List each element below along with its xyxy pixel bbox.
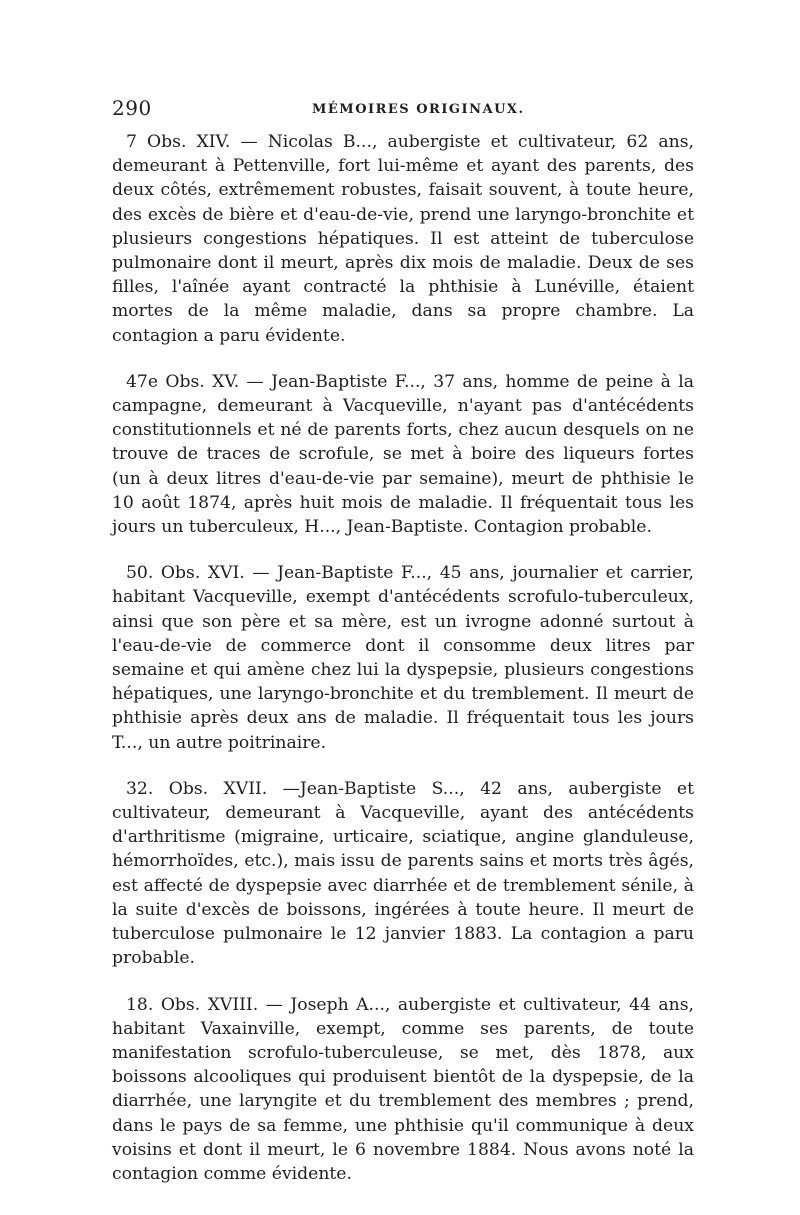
observation-paragraph: 32. Obs. XVII. —Jean-Baptiste S..., 42 ans, aubergiste et cultivateur, demeurant à Vacqueville, ayant des antécédents d'arthritisme (migraine, urticaire, sciatique, angine glanduleuse, hémorrhoïdes, etc.), mais issu de parents sains et morts très âgés, est affecté de dyspepsie avec diarrhée et de tremblement sénile, à la suite d'excès de boissons, ingérées à toute heure. Il meurt de tuberculose pulmonaire le 12 janvier 1883. La contagion a paru probable.: [112, 778, 694, 969]
page-header: [112, 96, 694, 122]
document-page: [112, 96, 694, 1208]
observation-paragraph: 7 Obs. XIV. — Nicolas B..., aubergiste et cultivateur, 62 ans, demeurant à Pettenville, fort lui-même et ayant des parents, des deux côtés, extrêmement robustes, faisait souvent, à toute heure, des excès de bière et d'eau-de-vie, prend une laryngo-bronchite et plusieurs congestions hépatiques. Il est atteint de tuberculose pulmonaire dont il meurt, après dix mois de maladie. Deux de ses filles, l'aînée ayant contracté la phthisie à Lunéville, étaient mortes de la même maladie, dans sa propre chambre. La contagion a paru évidente.: [112, 132, 694, 346]
observation-paragraph: 18. Obs. XVIII. — Joseph A..., aubergiste et cultivateur, 44 ans, habitant Vaxainville, exempt, comme ses parents, de toute manifestation scrofulo-tuberculeuse, se met, dès 1878, aux boissons alcooliques qui produisent bientôt de la dyspepsie, de la diarrhée, une laryngite et du tremblement des membres ; prend, dans le pays de sa femme, une phthisie qu'il communique à deux voisins et dont il meurt, le 6 novembre 1884. Nous avons noté la contagion comme évidente.: [112, 994, 694, 1184]
observation-paragraph: 47e Obs. XV. — Jean-Baptiste F..., 37 ans, homme de peine à la campagne, demeurant à Vacqueville, n'ayant pas d'antécédents constitutionnels et né de parents forts, chez aucun desquels on ne trouve de traces de scrofule, se met à boire des liqueurs fortes (un à deux litres d'eau-de-vie par semaine), meurt de phthisie le 10 août 1874, après huit mois de maladie. Il fréquentait tous les jours un tuberculeux, H..., Jean-Baptiste. Contagion probable.: [112, 371, 694, 538]
running-title: MÉMOIRES ORIGINAUX.: [312, 102, 525, 117]
observation-paragraph: 50. Obs. XVI. — Jean-Baptiste F..., 45 ans, journalier et carrier, habitant Vacqueville, exempt d'antécédents scrofulo-tuberculeux, ainsi que son père et sa mère, est un ivrogne adonné surtout à l'eau-de-vie de commerce dont il consomme deux litres par semaine et qui amène chez lui la dyspepsie, plusieurs congestions hépatiques, une laryngo-bronchite et du tremblement. Il meurt de phthisie après deux ans de maladie. Il fréquentait tous les jours T..., un autre poitrinaire.: [112, 563, 694, 753]
page-number: 290: [112, 96, 152, 120]
